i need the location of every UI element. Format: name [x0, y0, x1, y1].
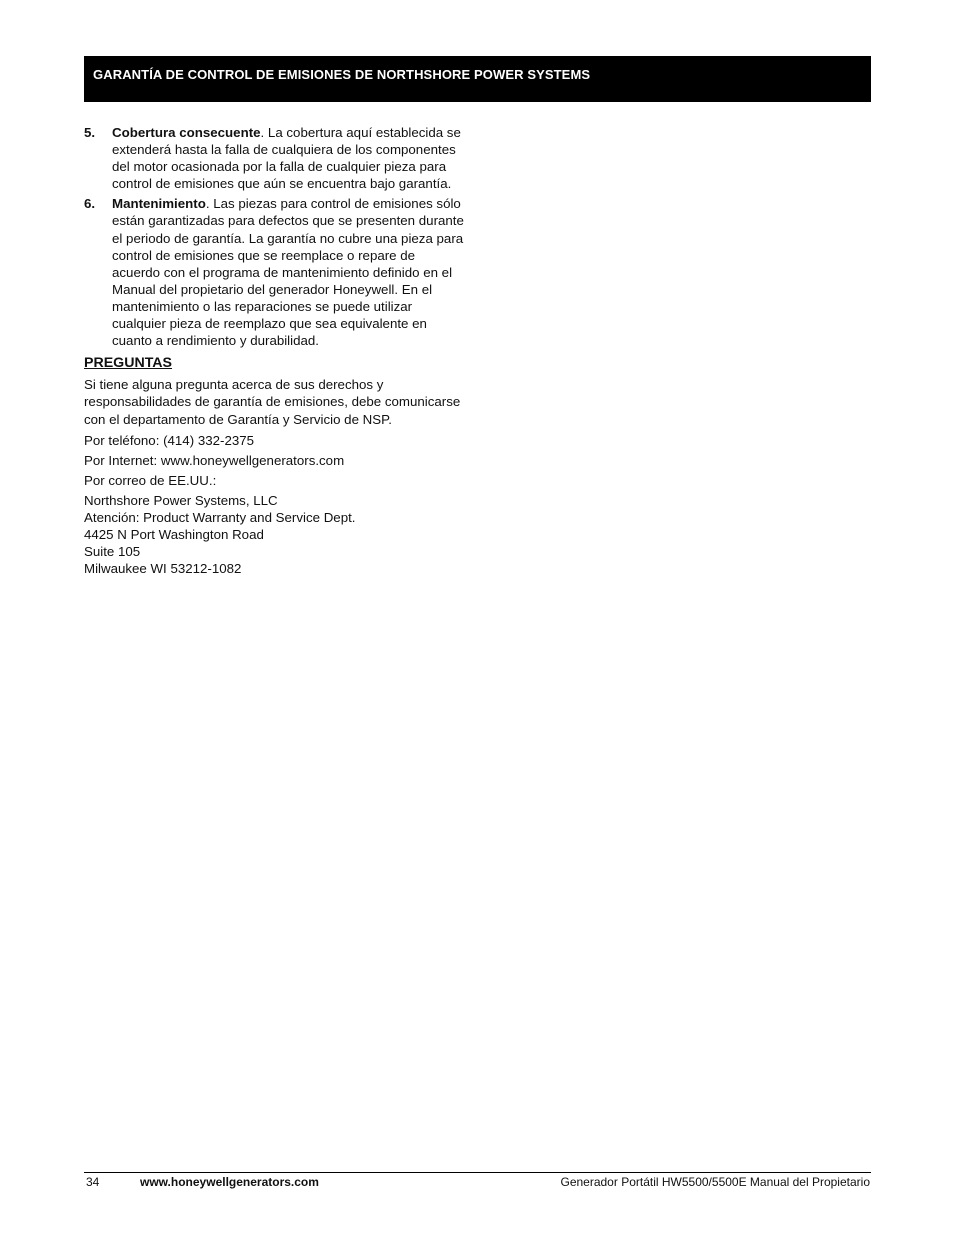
- list-item-body: . Las piezas para control de emisiones sólo están garantizadas para defectos que se presenten durante el periodo de garantía. La garantía no cubre una pieza para control de emisiones que se reemplace o repare de acuerdo con el programa de mantenimiento definido en el Manual del propietario del generador Honeywell. En el mantenimiento o las reparaciones se puede utilizar cualquier pieza de reemplazo que sea equivalente en cuanto a rendimiento y durabilidad.: [112, 196, 464, 349]
- address-line: Suite 105: [84, 544, 141, 560]
- footer-manual-title: Generador Portátil HW5500/5500E Manual del Propietario: [560, 1175, 870, 1189]
- list-item-number: 5.: [84, 125, 96, 140]
- list-item-text: [112, 124, 464, 192]
- section-header-bar: [84, 56, 871, 102]
- phone-line: Por teléfono: (414) 332-2375: [84, 432, 255, 448]
- address-line: Atención: Product Warranty and Service Dept.: [84, 509, 356, 525]
- list-item-number: 6.: [84, 196, 96, 212]
- mail-line: Por correo de EE.UU.:: [84, 472, 217, 488]
- section-header-title: GARANTÍA DE CONTROL DE EMISIONES DE NORTHSHORE POWER SYSTEMS: [93, 66, 591, 82]
- internet-line: Por Internet: www.honeywellgenerators.com: [84, 452, 345, 468]
- questions-heading: PREGUNTAS: [84, 355, 173, 372]
- list-item: [84, 124, 464, 192]
- list-item: [84, 195, 464, 349]
- page-footer: [84, 1175, 871, 1191]
- list-item-title: Cobertura consecuente: [112, 125, 261, 140]
- page-content: [84, 124, 464, 577]
- mailing-address: [84, 492, 464, 577]
- address-line: 4425 N Port Washington Road: [84, 527, 264, 543]
- list-item-body: . La cobertura aquí establecida se extenderá hasta la falla de cualquiera de los componentes del motor ocasionada por la falla de cualquier pieza para control de emisiones que aún se encuentra bajo garantía.: [112, 125, 461, 192]
- questions-intro: Si tiene alguna pregunta acerca de sus derechos y responsabilidades de garantía de emisiones, debe comunicarse con el departamento de Garantía y Servicio de NSP.: [84, 377, 461, 427]
- footer-url: www.honeywellgenerators.com: [140, 1175, 319, 1189]
- footer-divider: [84, 1172, 871, 1173]
- address-line: Northshore Power Systems, LLC: [84, 492, 278, 508]
- list-item-title: Mantenimiento: [112, 196, 206, 212]
- page-number: 34: [86, 1175, 100, 1189]
- address-line: Milwaukee WI 53212-1082: [84, 561, 242, 577]
- list-item-text: [112, 195, 464, 349]
